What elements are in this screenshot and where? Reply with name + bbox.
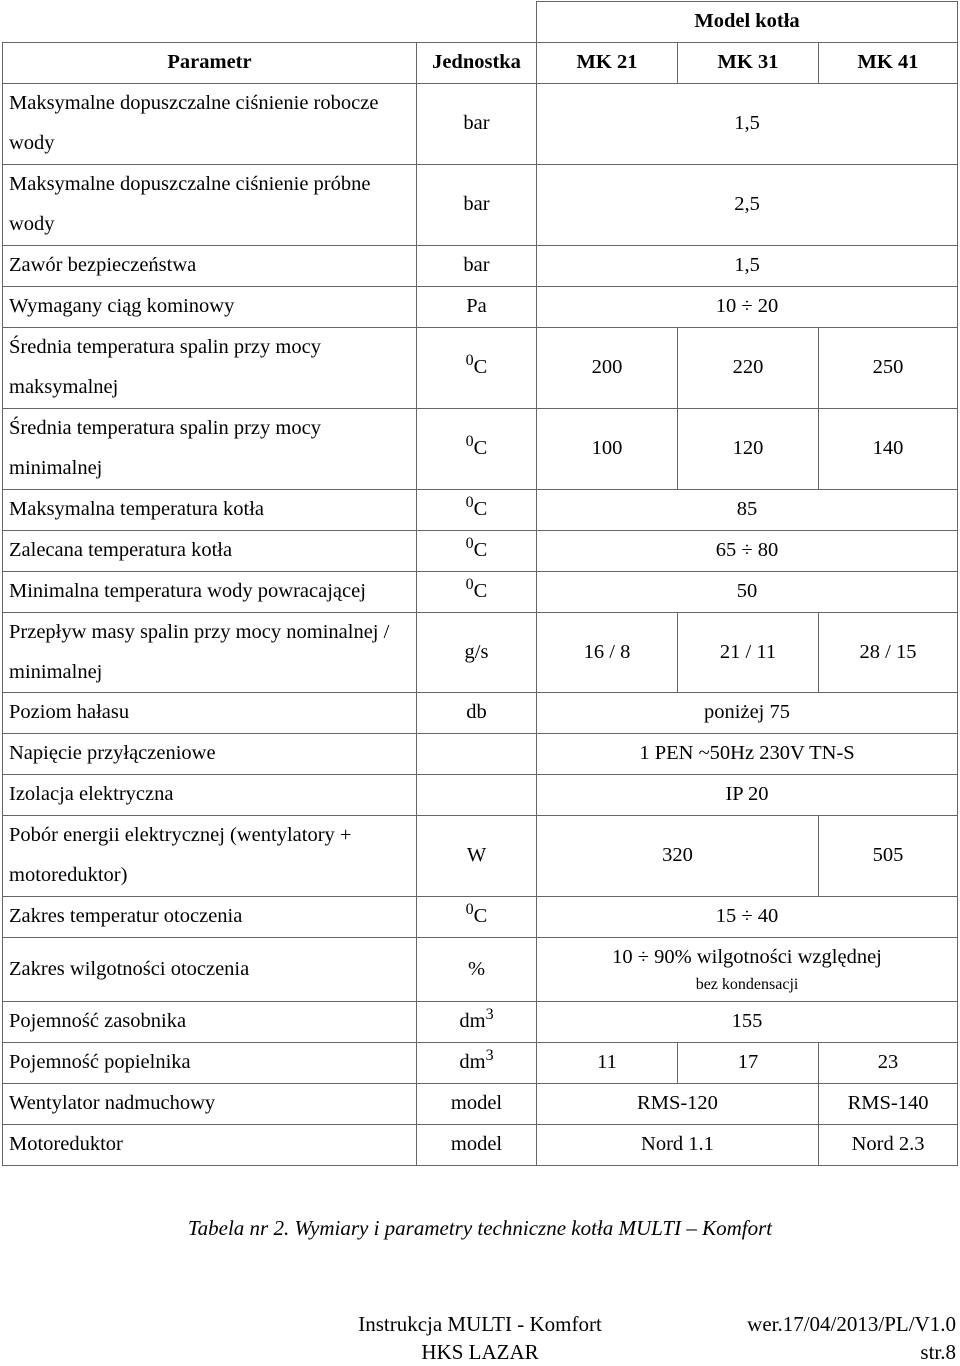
unit-cell: db	[417, 693, 537, 734]
table-row	[3, 612, 958, 693]
unit-text: dm	[459, 1051, 486, 1073]
unit-text: C	[473, 436, 488, 459]
mk31-cell: 17	[678, 1043, 819, 1084]
footer-version: wer.17/04/2013/PL/V1.0	[747, 1312, 956, 1336]
power-superscript: 3	[485, 1047, 494, 1065]
value-cell: 1,5	[537, 245, 958, 286]
unit-cell	[417, 327, 537, 408]
value-cell: 50	[537, 571, 958, 612]
param-cell: Maksymalne dopuszczalne ciśnienie próbne wody	[3, 164, 417, 245]
unit-cell: W	[417, 816, 537, 897]
model-header-row	[3, 2, 958, 43]
unit-cell: g/s	[417, 612, 537, 693]
unit-cell	[417, 1043, 537, 1084]
value-cell: 15 ÷ 40	[537, 897, 958, 938]
param-cell: Napięcie przyłączeniowe	[3, 734, 417, 775]
table-row	[3, 734, 958, 775]
value-cell: poniżej 75	[537, 693, 958, 734]
degree-superscript: 0	[465, 901, 474, 919]
degree-superscript: 0	[465, 534, 474, 552]
unit-text: C	[473, 905, 488, 928]
table-row	[3, 1083, 958, 1124]
table-row	[3, 245, 958, 286]
unit-cell	[417, 775, 537, 816]
power-superscript: 3	[485, 1006, 494, 1024]
table-row	[3, 816, 958, 897]
param-cell: Izolacja elektryczna	[3, 775, 417, 816]
unit-text: C	[473, 497, 488, 520]
mk41-cell: RMS-140	[819, 1083, 958, 1124]
degree-superscript: 0	[465, 493, 474, 511]
param-cell: Średnia temperatura spalin przy mocy maksymalnej	[3, 327, 417, 408]
footer-page-number: str.8	[920, 1340, 956, 1364]
unit-cell	[417, 1002, 537, 1043]
table-row	[3, 489, 958, 530]
table-row	[3, 408, 958, 489]
mk21-mk31-cell: Nord 1.1	[537, 1124, 819, 1165]
table-row	[3, 1124, 958, 1165]
param-cell: Przepływ masy spalin przy mocy nominalnej / minimalnej	[3, 612, 417, 693]
unit-text: C	[473, 355, 488, 378]
table-row	[3, 1043, 958, 1084]
param-cell: Zakres wilgotności otoczenia	[3, 938, 417, 1002]
header-mk21: MK 21	[537, 42, 678, 83]
value-cell: 65 ÷ 80	[537, 530, 958, 571]
table-row	[3, 693, 958, 734]
value-cell	[537, 938, 958, 1002]
value-cell: 1 PEN ~50Hz 230V TN-S	[537, 734, 958, 775]
value-cell: 2,5	[537, 164, 958, 245]
mk41-cell: 23	[819, 1043, 958, 1084]
unit-text: C	[473, 538, 488, 561]
param-cell: Wymagany ciąg kominowy	[3, 286, 417, 327]
header-mk31: MK 31	[678, 42, 819, 83]
mk41-cell: 140	[819, 408, 958, 489]
table-row	[3, 286, 958, 327]
param-cell: Maksymalna temperatura kotła	[3, 489, 417, 530]
table-row	[3, 897, 958, 938]
footer-company: HKS LAZAR	[421, 1340, 539, 1364]
parameters-table	[2, 1, 958, 1166]
unit-cell	[417, 530, 537, 571]
column-header-row	[3, 42, 958, 83]
footer-right	[747, 1310, 956, 1366]
mk21-mk31-cell: RMS-120	[537, 1083, 819, 1124]
mk41-cell: 505	[819, 816, 958, 897]
table-row	[3, 530, 958, 571]
value-cell: 85	[537, 489, 958, 530]
table-row	[3, 164, 958, 245]
unit-text: C	[473, 579, 488, 602]
unit-cell: %	[417, 938, 537, 1002]
unit-text: dm	[459, 1010, 486, 1033]
table-row	[3, 938, 958, 1002]
mk41-cell: 250	[819, 327, 958, 408]
table-row	[3, 1002, 958, 1043]
param-cell: Wentylator nadmuchowy	[3, 1083, 417, 1124]
param-cell: Poziom hałasu	[3, 693, 417, 734]
param-cell: Pojemność zasobnika	[3, 1002, 417, 1043]
unit-cell	[417, 734, 537, 775]
header-mk41: MK 41	[819, 42, 958, 83]
unit-cell: Pa	[417, 286, 537, 327]
value-cell: 10 ÷ 20	[537, 286, 958, 327]
header-unit: Jednostka	[417, 42, 537, 83]
unit-cell: model	[417, 1083, 537, 1124]
degree-superscript: 0	[465, 575, 474, 593]
unit-cell: bar	[417, 164, 537, 245]
param-cell: Zakres temperatur otoczenia	[3, 897, 417, 938]
degree-superscript: 0	[465, 351, 474, 369]
table-row	[3, 83, 958, 164]
mk31-cell: 21 / 11	[678, 612, 819, 693]
mk41-cell: Nord 2.3	[819, 1124, 958, 1165]
param-cell: Pojemność popielnika	[3, 1043, 417, 1084]
mk41-cell: 28 / 15	[819, 612, 958, 693]
mk21-cell: 100	[537, 408, 678, 489]
mk21-cell: 11	[537, 1043, 678, 1084]
unit-cell	[417, 897, 537, 938]
table-row	[3, 775, 958, 816]
mk21-cell: 16 / 8	[537, 612, 678, 693]
unit-cell	[417, 571, 537, 612]
value-cell: IP 20	[537, 775, 958, 816]
unit-cell: bar	[417, 83, 537, 164]
value-cell: 1,5	[537, 83, 958, 164]
humidity-note: bez kondensacji	[695, 976, 799, 994]
mk21-cell: 200	[537, 327, 678, 408]
humidity-value: 10 ÷ 90% wilgotności względnej	[612, 946, 882, 969]
param-cell: Maksymalne dopuszczalne ciśnienie robocze wody	[3, 83, 417, 164]
footer-doc-name: Instrukcja MULTI - Komfort	[358, 1312, 602, 1336]
param-cell: Minimalna temperatura wody powracającej	[3, 571, 417, 612]
param-cell: Pobór energii elektrycznej (wentylatory + motoreduktor)	[3, 816, 417, 897]
unit-cell	[417, 489, 537, 530]
mk31-cell: 220	[678, 327, 819, 408]
mk31-cell: 120	[678, 408, 819, 489]
degree-superscript: 0	[465, 432, 474, 450]
mk21-mk31-cell: 320	[537, 816, 819, 897]
param-cell: Średnia temperatura spalin przy mocy minimalnej	[3, 408, 417, 489]
footer-left	[340, 1310, 620, 1366]
value-cell: 155	[537, 1002, 958, 1043]
param-cell: Zalecana temperatura kotła	[3, 530, 417, 571]
header-parameter: Parametr	[3, 42, 417, 83]
model-header: Model kotła	[537, 2, 958, 43]
unit-cell: bar	[417, 245, 537, 286]
unit-cell: model	[417, 1124, 537, 1165]
param-cell: Zawór bezpieczeństwa	[3, 245, 417, 286]
table-row	[3, 571, 958, 612]
unit-cell	[417, 408, 537, 489]
table-row	[3, 327, 958, 408]
table-caption: Tabela nr 2. Wymiary i parametry techniczne kotła MULTI – Komfort	[187, 1216, 773, 1240]
param-cell: Motoreduktor	[3, 1124, 417, 1165]
